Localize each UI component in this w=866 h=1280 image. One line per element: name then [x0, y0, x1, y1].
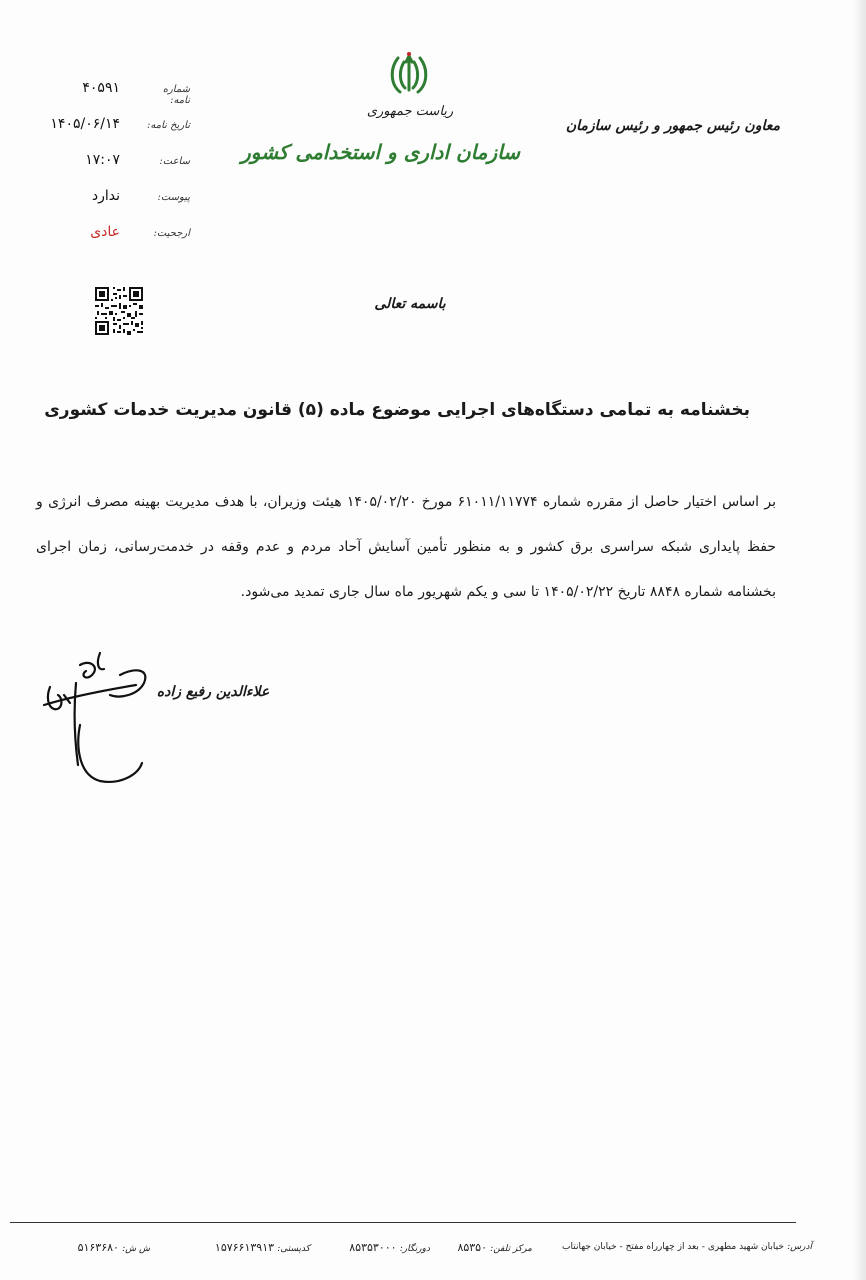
meta-value: ندارد — [91, 188, 120, 204]
meta-row-time — [30, 150, 190, 186]
footer-id — [78, 1241, 150, 1254]
footer-fax-label: دورنگار: — [399, 1244, 430, 1254]
footer-phone — [457, 1241, 532, 1254]
presidency-label: ریاست جمهوری — [366, 104, 454, 119]
footer-postal-value: ۱۵۷۶۶۱۳۹۱۳ — [214, 1241, 275, 1254]
footer-fax — [349, 1241, 430, 1254]
footer-id-value: ۵۱۶۳۶۸۰ — [77, 1241, 119, 1254]
meta-row-number — [30, 78, 190, 114]
meta-row-date — [30, 114, 190, 150]
letter-footer — [40, 1237, 812, 1261]
footer-fax-value: ۸۵۳۵۳۰۰۰ — [349, 1241, 397, 1254]
footer-divider — [10, 1222, 796, 1223]
meta-value: ۴۰۵۹۱ — [82, 80, 120, 96]
meta-label: شماره نامه: — [162, 84, 190, 106]
circular-body: بر اساس اختیار حاصل از مقرره شماره ۶۱۰۱۱/۱۱۷۷۴ مورخ ۱۴۰۵/۰۲/۲۰ هیئت وزیران، با هدف مدیریت بهینه مصرف انرژی و حفظ پایداری شبکه سراسری برق کشور و به منظور تأمین آسایش آحاد مردم و عدم وقفه در خدمت‌رسانی، زمان اجرای بخشنامه شماره ۸۸۴۸ تاریخ ۱۴۰۵/۰۲/۲۲ تا سی و یکم شهریور ماه سال جاری تمدید می‌شود. — [36, 494, 776, 600]
footer-id-label: ش ش: — [122, 1244, 150, 1254]
footer-postal-label: کدپستی: — [277, 1244, 310, 1254]
meta-value: ۱۴۰۵/۰۶/۱۴ — [50, 116, 120, 132]
basmala: باسمه تعالی — [374, 296, 446, 312]
footer-phone-label: مرکز تلفن: — [490, 1244, 532, 1254]
deputy-title: معاون رئیس جمهور و رئیس سازمان — [565, 118, 780, 134]
letter-meta — [30, 78, 190, 258]
meta-label: پیوست: — [157, 192, 190, 203]
organization-name: سازمان اداری و استخدامی کشور — [241, 140, 520, 164]
meta-label: ساعت: — [159, 156, 190, 167]
meta-row-attachment — [30, 186, 190, 222]
meta-label: تاریخ نامه: — [147, 120, 190, 131]
page-edge-shadow — [852, 0, 866, 1280]
footer-address-label: آدرس: — [787, 1242, 812, 1252]
handwritten-signature — [40, 645, 160, 795]
footer-address-value: خیابان شهید مطهری - بعد از چهارراه مفتح - خیابان جهانتاب — [562, 1242, 784, 1252]
meta-label: ارجحیت: — [153, 228, 190, 239]
meta-value: ۱۷:۰۷ — [85, 152, 120, 168]
footer-postal — [215, 1241, 310, 1254]
circular-title: بخشنامه به تمامی دستگاه‌های اجرایی موضوع ماده (۵) قانون مدیریت خدمات کشوری — [44, 400, 750, 420]
qr-code-icon — [93, 285, 145, 337]
meta-row-priority — [30, 222, 190, 258]
priority-value: عادی — [90, 224, 120, 240]
signer-name: علاءالدین رفیع زاده — [156, 684, 270, 700]
iran-emblem-icon — [384, 50, 434, 100]
footer-phone-value: ۸۵۳۵۰ — [457, 1241, 487, 1254]
footer-address — [562, 1241, 812, 1252]
